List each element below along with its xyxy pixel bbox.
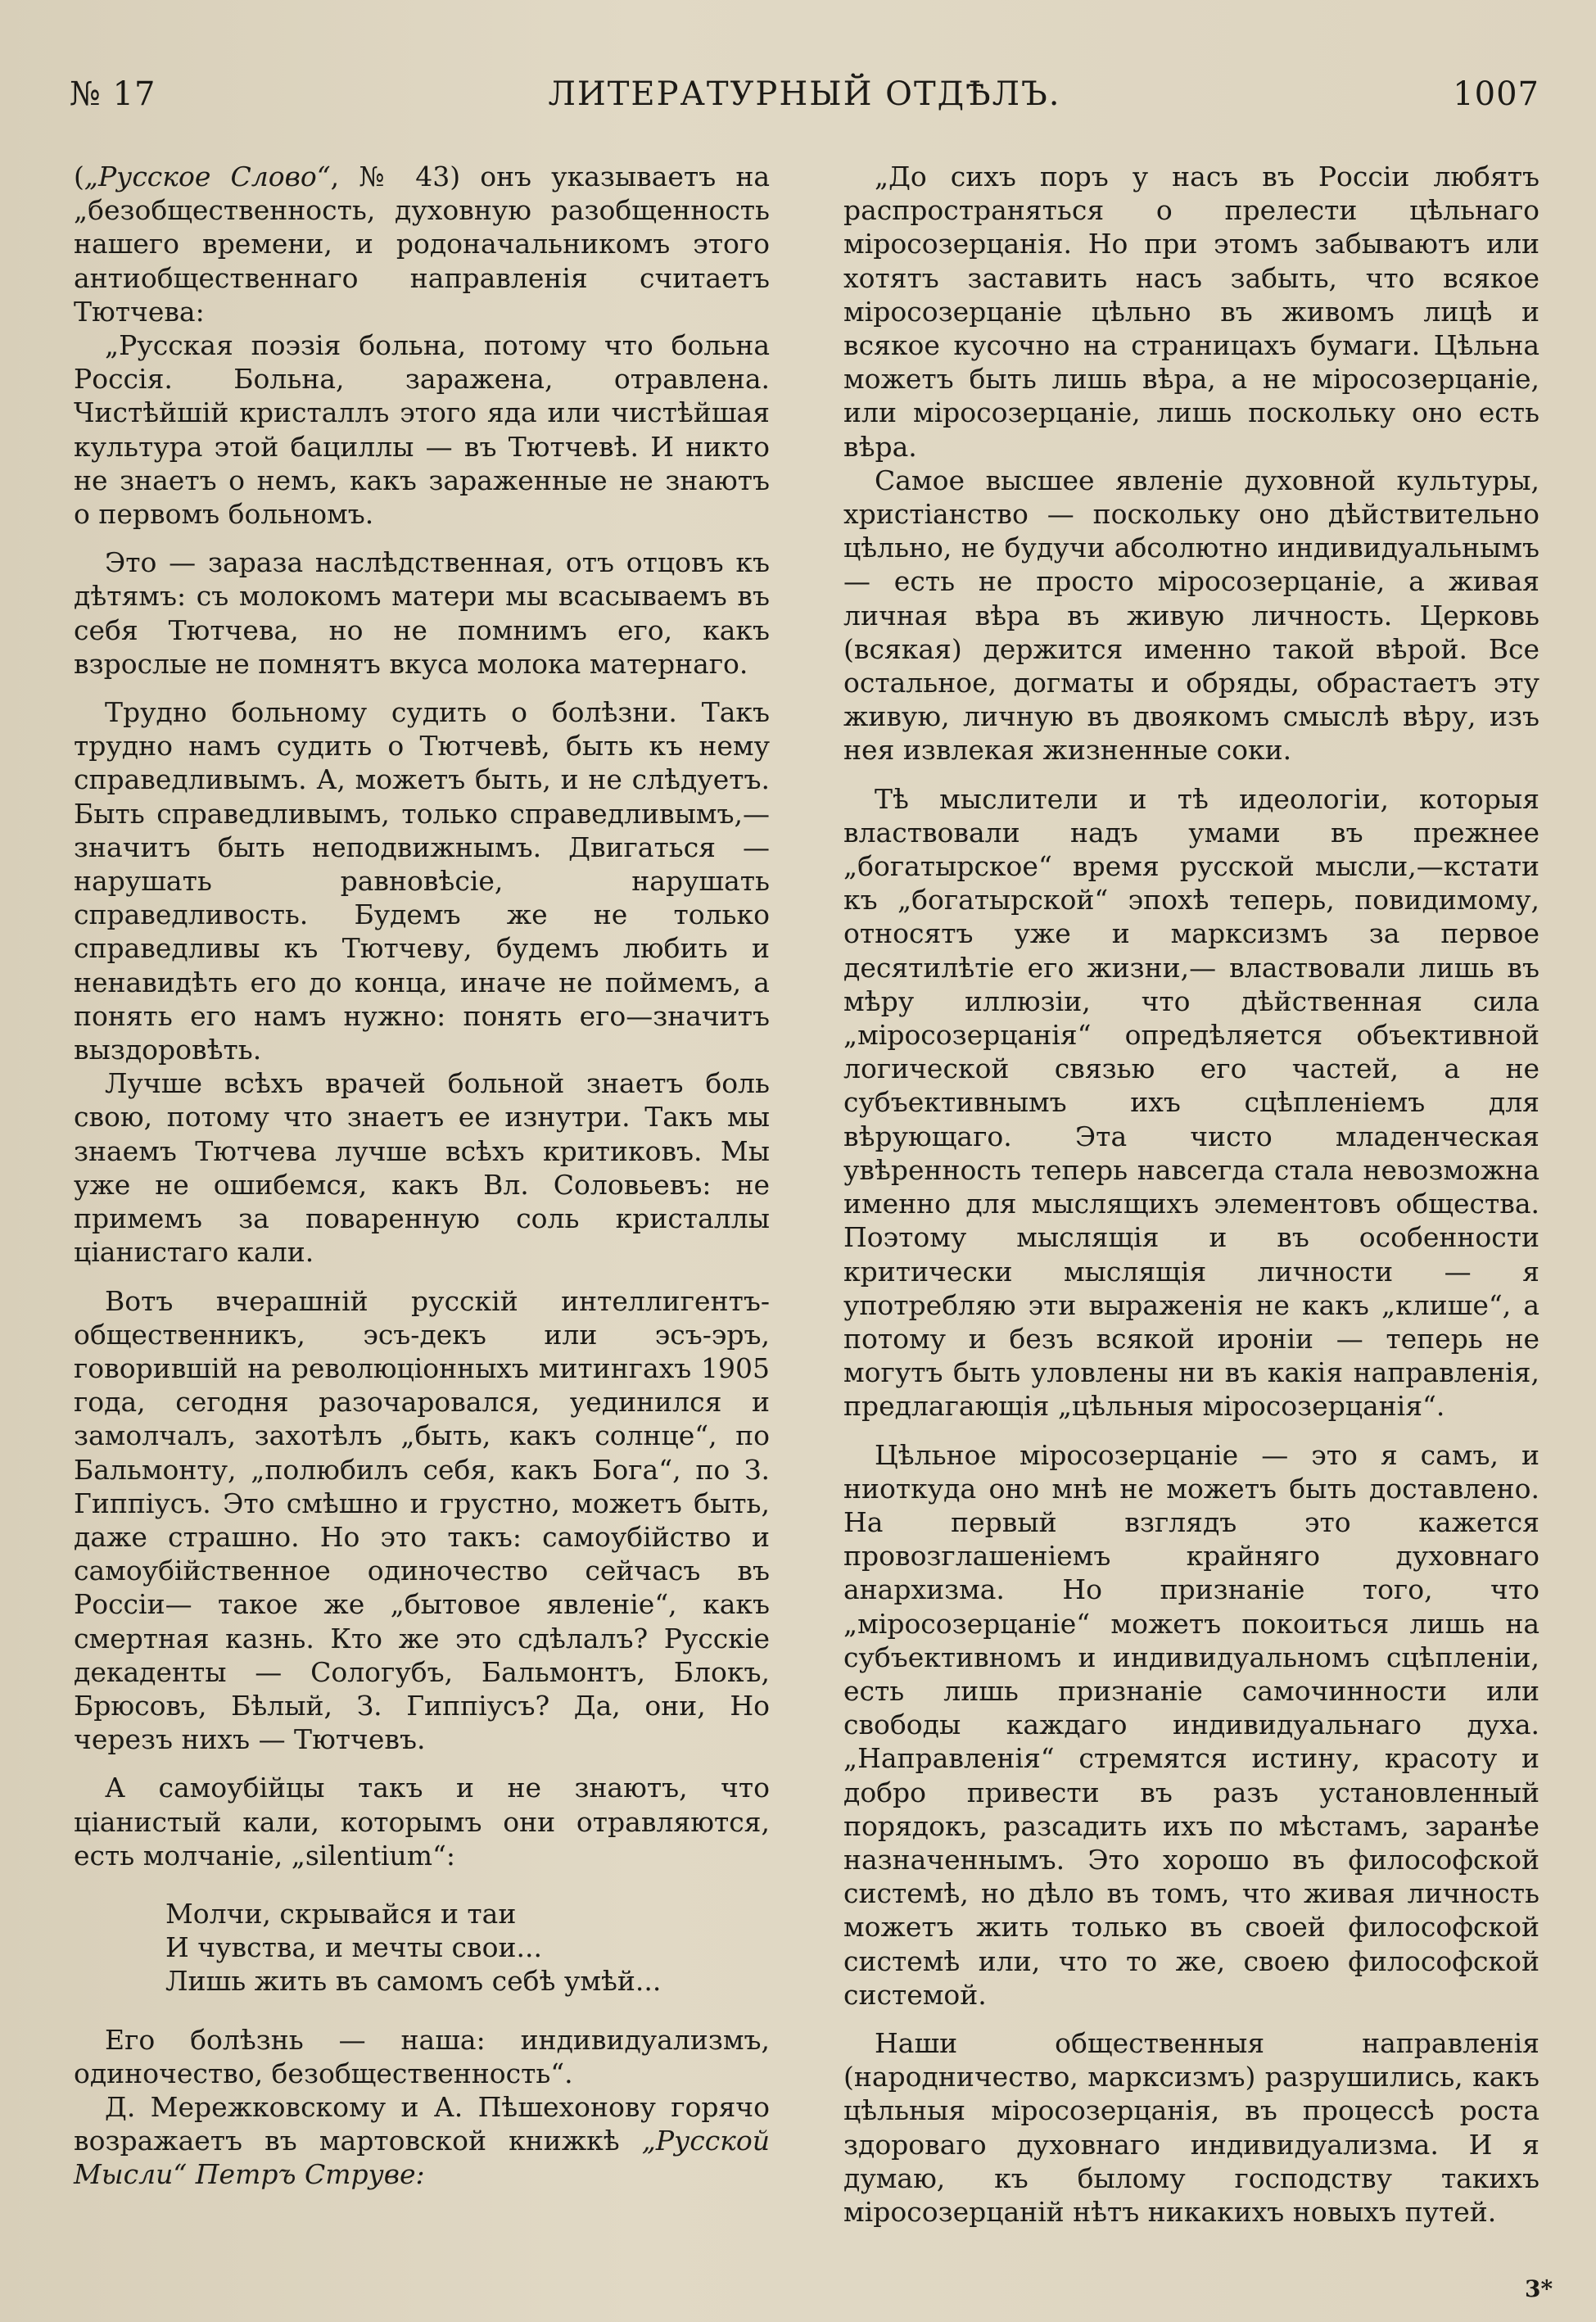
issue-number: № 17 <box>70 75 156 113</box>
paragraph: Вотъ вчерашній русскій интеллигентъ-общественникъ, эсъ-декъ или эсъ-эръ, говорившій на революціонныхъ митингахъ 1905 года, сегодня разочаровался, уединился и замолчалъ, захотѣлъ „быть, какъ солнце“, по Бальмонту, „полюбилъ себя, какъ Бога“, по З. Гиппіусъ. Это смѣшно и грустно, можетъ быть, даже страшно. Но это такъ: самоубійство и самоубійственное одиночество сейчасъ въ Россіи— такое же „бытовое явленіе“, какъ смертная казнь. Кто же это сдѣлалъ? Русскіе декаденты — Сологубъ, Бальмонтъ, Блокъ, Брюсовъ, Бѣлый, З. Гиппіусъ? Да, они, Но черезъ нихъ — Тютчевъ. <box>74 1284 770 1756</box>
running-header <box>70 75 1539 124</box>
paragraph <box>74 160 770 328</box>
paragraph-text: , № 43) онъ указываетъ на „безобщественность, духовную разобщенность нашего времени, и родоначальникомъ этого антиобщественнаго направленія считаетъ Тютчева: <box>74 161 770 328</box>
paragraph: А самоубійцы такъ и не знаютъ, что ціанистый кали, которымъ они отравляются, есть молчаніе, „silentium“: <box>74 1772 770 1872</box>
paragraph: „Русская поэзія больна, потому что больна Россія. Больна, заражена, отравлена. Чистѣйшій кристаллъ этого яда или чистѣйшая культура этой бациллы — въ Тютчевѣ. И никто не знаетъ о немъ, какъ зараженные не знаютъ о первомъ больномъ. <box>74 329 770 531</box>
paragraph: Трудно больному судить о болѣзни. Такъ трудно намъ судить о Тютчевѣ, быть къ нему справедливымъ. А, можетъ быть, и не слѣдуетъ. Быть справедливымъ, только справедливымъ,—значитъ быть неподвижнымъ. Двигаться — нарушать равновѣсіе, нарушать справедливость. Будемъ же не только справедливы къ Тютчеву, будемъ любить и ненавидѣть его до конца, иначе не поймемъ, а понять его намъ нужно: понять его—значитъ выздоровѣть. <box>74 696 770 1066</box>
paragraph: Тѣ мыслители и тѣ идеологіи, которыя властвовали надъ умами въ прежнее „богатырское“ время русской мысли,—кстати къ „богатырской“ эпохѣ теперь, повидимому, относятъ уже и марксизмъ за первое десятилѣтіе его жизни,— властвовали лишь въ мѣру иллюзіи, что дѣйственная сила „міросозерцанія“ опредѣляется объективной логической связью его частей, а не субъективнымъ ихъ сцѣпленіемъ для вѣрующаго. Эта чисто младенческая увѣренность теперь навсегда стала невозможна именно для мыслящихъ элементовъ общества. Поэтому мыслящія и въ особенности критически мыслящія личности — я употребляю эти выраженія не какъ „клише“, а потому и безъ всякой ироніи — теперь не могутъ быть уловлены ни въ какія направленія, предлагающія „цѣльныя міросозерцанія“. <box>843 782 1539 1423</box>
bracket: ( <box>74 161 84 192</box>
poem-line: Лишь жить въ самомъ себѣ умѣй... <box>165 1965 662 1998</box>
paragraph-text: Д. Мережковскому и А. Пѣшехонову горячо возражаетъ въ мартовской книжкѣ <box>74 2090 770 2157</box>
quoted-title: „Русское Слово“ <box>84 161 331 192</box>
paragraph: Цѣльное міросозерцаніе — это я самъ, и ниоткуда оно мнѣ не можетъ быть доставлено. На первый взглядъ это кажется провозглашеніемъ крайняго духовнаго анархизма. Но признаніе того, что „міросозерцаніе“ можетъ покоиться лишь на субъективномъ и индивидуальномъ сцѣпленіи, есть лишь признаніе самочинности или свободы каждаго индивидуальнаго духа. „Направленія“ стремятся истину, красоту и добро привести въ разъ установленный порядокъ, разсадить ихъ по мѣстамъ, заранѣе назначеннымъ. Это хорошо въ философской системѣ, но дѣло въ томъ, что живая личность можетъ жить только въ своей философской системѣ или, что то же, своею философской системой. <box>843 1438 1539 2011</box>
section-title: ЛИТЕРАТУРНЫЙ ОТДѢЛЪ. <box>548 75 1061 113</box>
paragraph: Самое высшее явленіе духовной культуры, христіанство — поскольку оно дѣйствительно цѣльно, не будучи абсолютно индивидуальнымъ— есть не просто міросозерцаніе, а живая личная вѣра въ живую личность. Церковь (всякая) держится именно такой вѣрой. Все остальное, догматы и обряды, обрастаетъ эту живую, личную въ двоякомъ смыслѣ вѣру, изъ нея извлекая жизненные соки. <box>843 464 1539 767</box>
right-column <box>843 160 1539 2229</box>
poem-line: И чувства, и мечты свои... <box>165 1931 542 1964</box>
paragraph: Лучше всѣхъ врачей больной знаетъ боль свою, потому что знаетъ ее изнутри. Такъ мы знаемъ Тютчева лучше всѣхъ критиковъ. Мы уже не ошибемся, какъ Вл. Соловьевъ: не примемъ за поваренную соль кристаллы ціанистаго кали. <box>74 1067 770 1269</box>
poem-quote <box>165 1897 770 1998</box>
paragraph: Это — зараза наслѣдственная, отъ отцовъ къ дѣтямъ: съ молокомъ матери мы всасываемъ въ себя Тютчева, но не помнимъ его, какъ взрослые не помнятъ вкуса молока матернаго. <box>74 546 770 680</box>
paragraph: Наши общественныя направленія (народничество, марксизмъ) разрушились, какъ цѣльныя міросозерцанія, въ процессѣ роста здороваго духовнаго индивидуализма. И я думаю, къ былому господству такихъ міросозерцаній нѣтъ никакихъ новыхъ путей. <box>843 2026 1539 2228</box>
paragraph: Его болѣзнь — наша: индивидуализмъ, одиночество, безобщественность“. <box>74 2023 770 2089</box>
paragraph <box>74 2090 770 2192</box>
quoted-title: „Русской Мысли“ Петръ Струве: <box>74 2125 770 2191</box>
paragraph: „До сихъ поръ у насъ въ Россіи любятъ распространяться о прелести цѣльнаго міросозерцанія. Но при этомъ забываютъ или хотятъ заставить насъ забыть, что всякое міросозерцаніе цѣльно въ живомъ лицѣ и всякое кусочно на страницахъ бумаги. Цѣльна можетъ быть лишь вѣра, а не міросозерцаніе, или міросозерцаніе, лишь поскольку оно есть вѣра. <box>843 161 1539 463</box>
signature-mark: 3* <box>1525 2275 1553 2302</box>
poem-line: Молчи, скрывайся и таи <box>165 1897 517 1930</box>
left-column <box>74 160 770 2192</box>
page-number: 1007 <box>1453 75 1539 113</box>
